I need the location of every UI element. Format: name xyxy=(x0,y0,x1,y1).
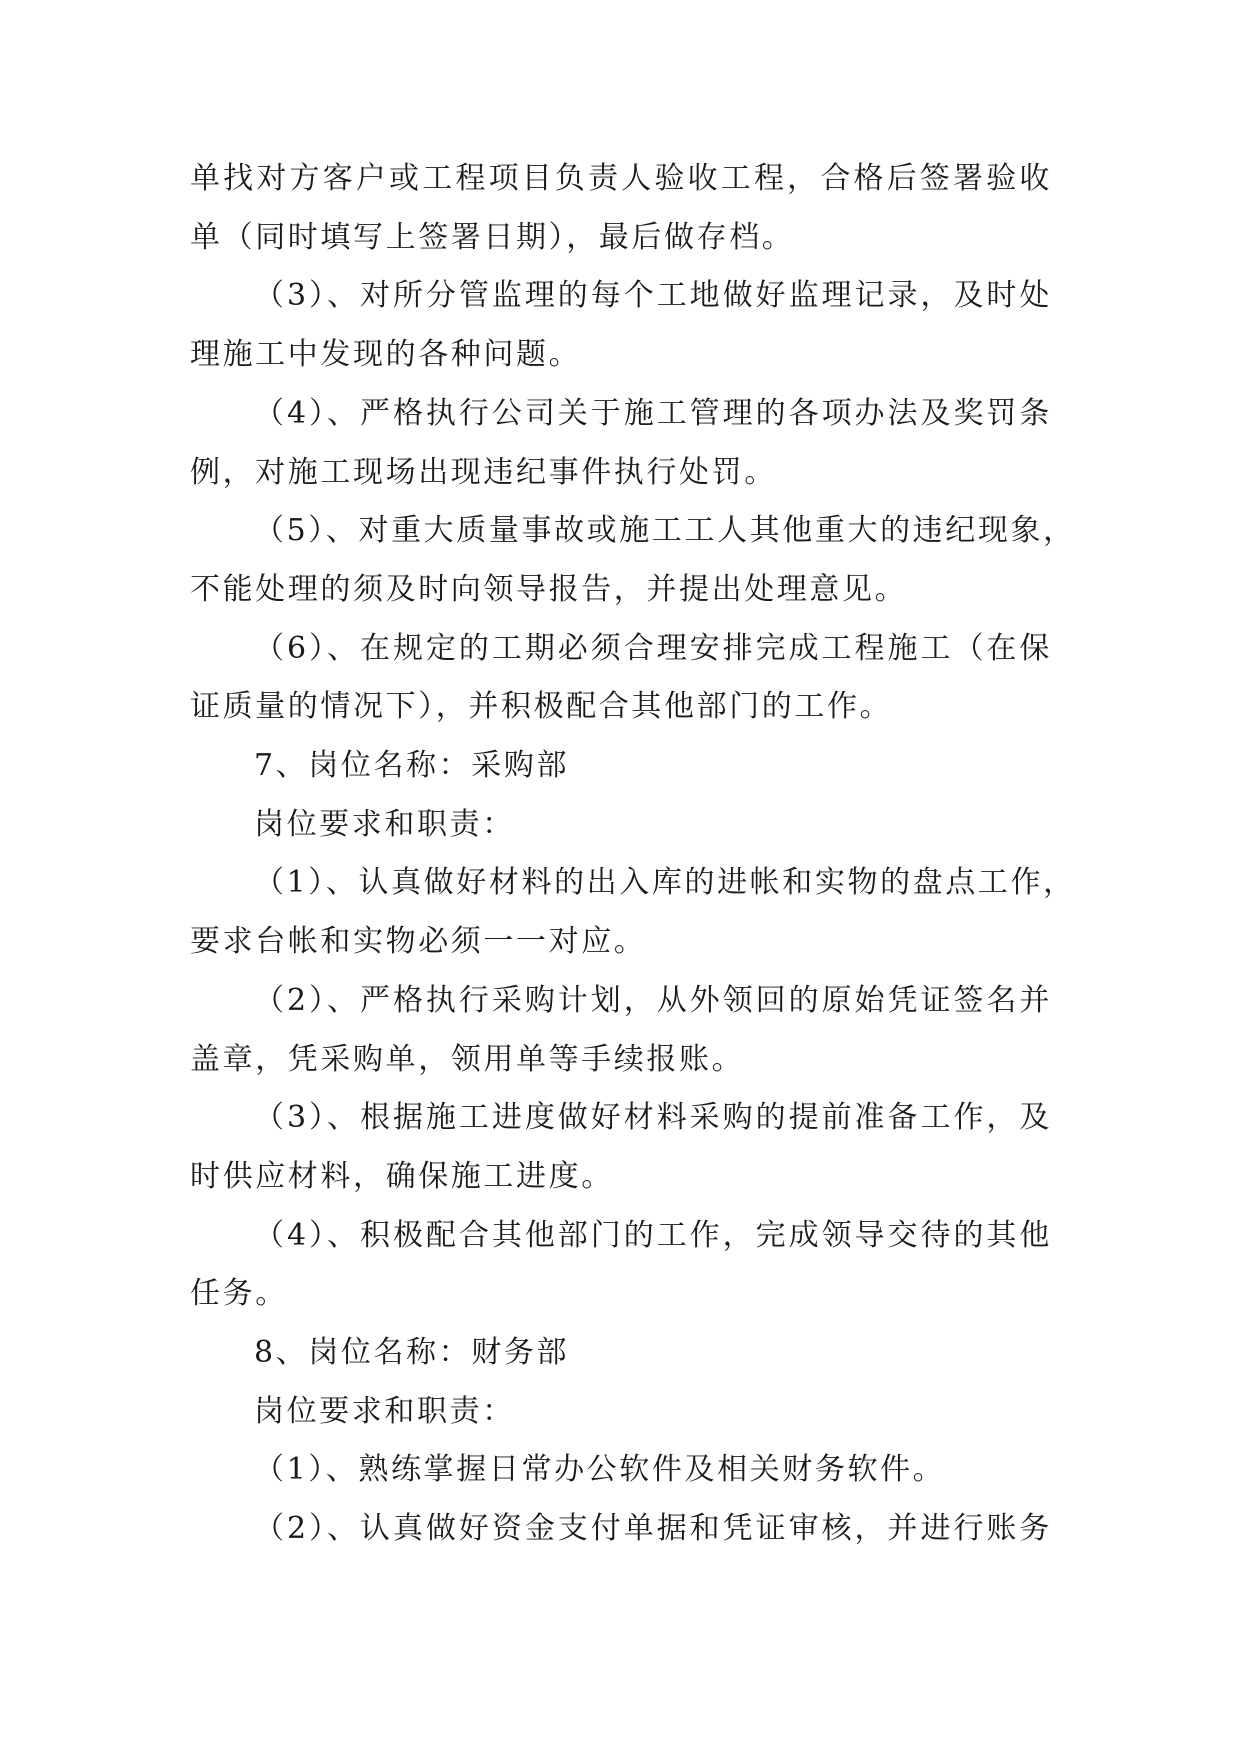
text-line: 盖章，凭采购单，领用单等手续报账。 xyxy=(190,1041,745,1077)
text-line: （3）、对所分管监理的每个工地做好监理记录，及时处 xyxy=(254,278,1052,314)
text-line: （3）、根据施工进度做好材料采购的提前准备工作，及 xyxy=(254,1100,1052,1136)
text-line: 理施工中发现的各种问题。 xyxy=(190,337,582,373)
text-line: 岗位要求和职责： xyxy=(254,1393,515,1429)
text-line: 8、岗位名称：财务部 xyxy=(254,1335,570,1371)
text-line: 单（同时填写上签署日期），最后做存档。 xyxy=(190,219,795,255)
text-line: （4）、严格执行公司关于施工管理的各项办法及奖罚条 xyxy=(254,395,1052,431)
text-line: 证质量的情况下），并积极配合其他部门的工作。 xyxy=(190,689,893,725)
subheading xyxy=(190,796,1052,855)
paragraph xyxy=(190,267,1052,384)
text-line: 不能处理的须及时向领导报告，并提出处理意见。 xyxy=(190,571,908,607)
text-line: （5）、对重大质量事故或施工工人其他重大的违纪现象， xyxy=(254,513,1076,549)
text-line: （1）、认真做好材料的出入库的进帐和实物的盘点工作， xyxy=(254,865,1076,901)
paragraph xyxy=(190,150,1052,267)
text-line: （2）、认真做好资金支付单据和凭证审核，并进行账务 xyxy=(254,1511,1052,1547)
section-heading xyxy=(190,1324,1052,1383)
paragraph xyxy=(190,620,1052,737)
paragraph xyxy=(190,972,1052,1089)
text-line: 任务。 xyxy=(190,1276,288,1312)
text-line: （1）、熟练掌握日常办公软件及相关财务软件。 xyxy=(254,1452,946,1488)
paragraph xyxy=(190,1089,1052,1206)
text-line: 7、岗位名称：采购部 xyxy=(254,748,570,784)
paragraph xyxy=(190,854,1076,971)
paragraph xyxy=(190,1207,1052,1324)
text-line: 岗位要求和职责： xyxy=(254,806,515,842)
paragraph xyxy=(190,385,1052,502)
text-line: （2）、严格执行采购计划，从外领回的原始凭证签名并 xyxy=(254,982,1052,1018)
text-line: 单找对方客户或工程项目负责人验收工程，合格后签署验收 xyxy=(190,161,1052,196)
text-line: （4）、积极配合其他部门的工作，完成领导交待的其他 xyxy=(254,1217,1052,1253)
text-line: 要求台帐和实物必须一一对应。 xyxy=(190,924,647,960)
paragraph xyxy=(190,1500,1052,1559)
text-line: （6）、在规定的工期必须合理安排完成工程施工（在保 xyxy=(254,630,1052,666)
text-line: 时供应材料，确保施工进度。 xyxy=(190,1158,614,1194)
text-line: 例，对施工现场出现违纪事件执行处罚。 xyxy=(190,454,777,490)
paragraph xyxy=(190,1441,1052,1500)
subheading xyxy=(190,1383,1052,1442)
paragraph xyxy=(190,502,1076,619)
document-body xyxy=(190,150,1076,1559)
section-heading xyxy=(190,737,1052,796)
